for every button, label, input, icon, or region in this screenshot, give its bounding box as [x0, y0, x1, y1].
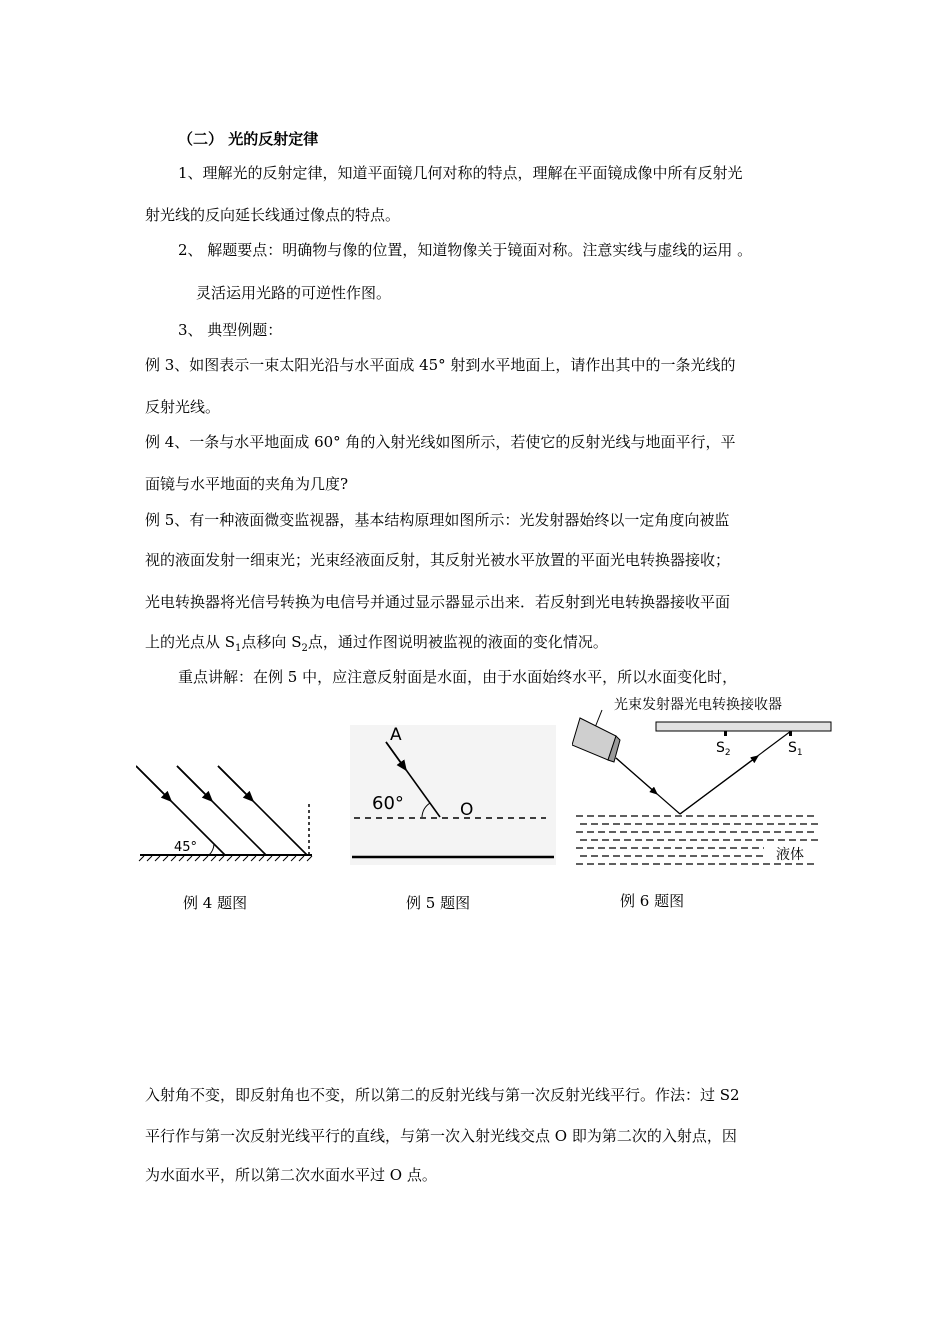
reflected-beam-arrow — [680, 756, 758, 814]
example-3a: 例 3、如图表示一束太阳光沿与水平面成 45° 射到水平地面上，请作出其中的一条光线的 — [145, 356, 736, 374]
point-o-label: O — [460, 800, 474, 820]
paragraph-2a: 2、 解题要点：明确物与像的位置，知道物像关于镜面对称。注意实线与虚线的运用 。 — [178, 241, 753, 259]
continuation-1: 入射角不变，即反射角也不变，所以第二的反射光线与第一次反射光线平行。作法：过 S2 — [145, 1086, 740, 1104]
example-3b: 反射光线。 — [145, 398, 221, 416]
paragraph-3: 3、 典型例题： — [178, 321, 283, 339]
s1-tick — [789, 731, 792, 736]
figure-3-caption: 例 6 题图 — [620, 892, 685, 910]
example-5d-mid: 点移向 S — [241, 633, 302, 651]
receiver-label: 光电转换接收器 — [684, 697, 782, 713]
figure-1-diagram — [136, 762, 322, 862]
figure-2-caption: 例 5 题图 — [406, 894, 471, 912]
figure-2-diagram — [350, 725, 556, 865]
paragraph-2b: 灵活运用光路的可逆性作图。 — [196, 284, 392, 302]
example-5a: 例 5、有一种液面微变监视器，基本结构原理如图所示：光发射器始终以一定角度向被监 — [145, 511, 730, 529]
section-heading: （二） 光的反射定律 — [178, 130, 319, 148]
s1-label: $S_1$ — [788, 740, 803, 758]
liquid-label: 液体 — [776, 847, 804, 863]
angle-label: 60° — [372, 793, 404, 814]
sunlight-ray-3 — [218, 766, 307, 855]
incident-beam-arrow — [616, 758, 657, 794]
emitter-label: 光束发射器 — [614, 697, 684, 713]
paragraph-1a: 1、理解光的反射定律，知道平面镜几何对称的特点，理解在平面镜成像中所有反射光 — [178, 164, 743, 182]
s2-tick — [724, 731, 727, 736]
s2-subscript: 2 — [301, 643, 308, 654]
example-5c: 光电转换器将光信号转换为电信号并通过显示器显示出来．若反射到光电转换器接收平面 — [145, 593, 731, 611]
angle-label: 45° — [174, 840, 198, 855]
key-explanation: 重点讲解：在例 5 中，应注意反射面是水面，由于水面始终水平，所以水面变化时， — [178, 668, 738, 686]
s2-label: $S_2$ — [716, 740, 731, 758]
example-5d — [145, 632, 608, 659]
figure-1-caption: 例 4 题图 — [183, 894, 248, 912]
angle-arc — [209, 844, 214, 855]
s1-subscript: 1 — [235, 643, 242, 654]
example-5b: 视的液面发射一细束光；光束经液面反射，其反射光被水平放置的平面光电转换器接收； — [145, 551, 731, 569]
example-4b: 面镜与水平地面的夹角为几度? — [145, 475, 349, 493]
point-a-label: A — [390, 725, 402, 745]
example-5d-post: 点，通过作图说明被监视的液面的变化情况。 — [307, 633, 608, 651]
continuation-2: 平行作与第一次反射光线平行的直线，与第一次入射光线交点 O 即为第二次的入射点，因 — [145, 1127, 737, 1145]
continuation-3: 为水面水平，所以第二次水面水平过 O 点。 — [145, 1166, 437, 1184]
example-4a: 例 4、一条与水平地面成 60° 角的入射光线如图所示，若使它的反射光线与地面平行，平 — [145, 433, 736, 451]
receiver-plate — [656, 722, 831, 731]
paragraph-1b: 射光线的反向延长线通过像点的特点。 — [145, 206, 401, 224]
example-5d-pre: 上的光点从 S — [145, 633, 236, 651]
ground-hatching — [139, 856, 312, 861]
figure-3-diagram — [572, 690, 834, 868]
